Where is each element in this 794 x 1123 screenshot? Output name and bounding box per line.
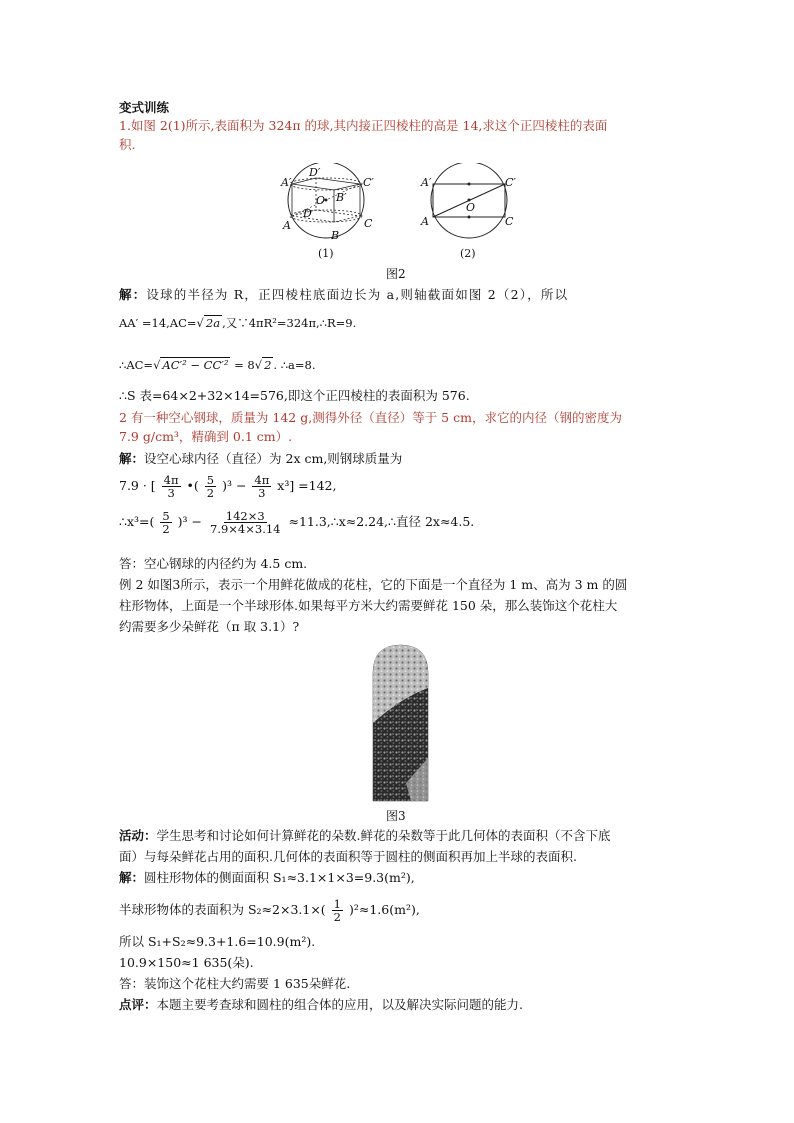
frac-den: 2 <box>162 522 170 537</box>
sol2-mid2: )³ − <box>222 478 247 494</box>
sol2-mid3: )³ − <box>177 514 203 530</box>
activity-line-2: 面）与每朵鲜花占用的面积.几何体的表面积等于圆柱的侧面积再加上半球的表面积. <box>119 849 577 864</box>
solution-1-line-1 <box>119 287 568 302</box>
sol1-line3-a: ∴AC= <box>119 358 154 372</box>
sol1-sqrt-diff: AC′² − CC′² <box>162 358 229 372</box>
sol3-l2-pre: 半球形物体的表面积为 S₂≈2×3.1×( <box>119 902 326 918</box>
activity-text-1: 学生思考和讨论如何计算鲜花的朵数.鲜花的朵数等于此几何体的表面积（不含下底 <box>156 828 611 843</box>
fig2-label-o-right: O <box>466 201 476 214</box>
solution-2-text-1: 设空心球内径（直径）为 2x cm,则钢球质量为 <box>144 451 403 466</box>
comment-text: 本题主要考查球和圆柱的组合体的应用，以及解决实际问题的能力. <box>156 997 523 1012</box>
fig2-label-a-right: A <box>421 215 429 228</box>
sol2-l3-post: ≈11.3,∴x≈2.24,∴直径 2x≈4.5. <box>288 514 475 530</box>
sol1-sqrt-2: 2 <box>264 358 272 372</box>
comment-line <box>119 997 523 1012</box>
solution-2-answer: 答：空心钢球的内径约为 4.5 cm. <box>119 556 308 571</box>
solution-2-line-1 <box>119 451 402 466</box>
sol1-line3-b: = 8 <box>230 358 255 372</box>
fig2-sub-caption-1: (1) <box>318 247 334 260</box>
fig2-label-b-left: B <box>331 229 340 242</box>
comment-label: 点评： <box>119 997 157 1012</box>
sol1-line2-b: ,又∵4πR²=324π,∴R=9. <box>222 316 357 330</box>
question-2-line-2: 7.9 g/cm³，精确到 0.1 cm）. <box>119 429 293 444</box>
question-1-line-1: 1.如图 2(1)所示,表面积为 324π 的球,其内接正四棱柱的高是 14,求这个正四棱柱的表面 <box>119 118 608 133</box>
solution-2-line-2 <box>119 474 336 499</box>
question-1-line-2: 积. <box>119 137 136 152</box>
frac-num: 142×3 <box>225 509 265 523</box>
fig2-label-c-right: C <box>505 215 514 228</box>
frac-den: 2 <box>206 486 215 501</box>
fraction-4pi-over-3-b <box>252 474 271 499</box>
solution-1-line-2: AA′ =14,AC=√ 2a ,又∵4πR²=324π,∴R=9. <box>119 316 357 330</box>
figure-3-caption: 图3 <box>386 809 406 823</box>
sol2-l3-pre: ∴x³=( <box>119 514 155 530</box>
fig2-label-b-prime-left: B′ <box>336 191 347 204</box>
sol1-line2-a: AA′ =14,AC= <box>119 316 197 330</box>
fraction-5-over-2-b <box>160 510 171 535</box>
fraction-4pi-over-3-a <box>162 474 181 499</box>
fraction-5-over-2-a <box>205 474 216 499</box>
frac-den: 2 <box>333 910 341 925</box>
fig2-label-d-prime-left: D′ <box>309 166 321 179</box>
sol1-line3-c: . ∴a=8. <box>273 358 316 372</box>
solution-3-line-1 <box>119 870 415 885</box>
sol2-l2-post: x³] =142, <box>277 478 337 494</box>
fig2-label-d-left: D <box>303 207 312 220</box>
frac-num: 5 <box>162 509 170 523</box>
fig2-label-a-prime-left: A′ <box>281 176 292 189</box>
sol1-sqrt-2a: 2a <box>205 316 221 330</box>
fig2-label-a-left: A <box>283 219 291 232</box>
fig2-label-c-prime-right: C′ <box>505 176 516 189</box>
frac-den: 3 <box>167 486 175 501</box>
solution-3-answer: 答：装饰这个花柱大约需要 1 635朵鲜花. <box>119 976 351 991</box>
solution-1-text-1: 设球的半径为 R，正四棱柱底面边长为 a,则轴截面如图 2（2），所以 <box>146 287 569 302</box>
solution-2-label: 解： <box>119 451 145 466</box>
figure-2-caption: 图2 <box>386 267 406 281</box>
frac-den: 7.9×4×3.14 <box>210 522 281 537</box>
solution-3-line-4: 10.9×150≈1 635(朵). <box>119 955 254 970</box>
solution-3-line-3: 所以 S₁+S₂≈9.3+1.6=10.9(m²). <box>119 934 316 949</box>
fig2-label-o-left: O <box>316 194 326 207</box>
fraction-142x3-over-denominator <box>208 510 282 535</box>
fig2-label-c-left: C <box>364 217 373 230</box>
sol3-l2-post: )²≈1.6(m²), <box>348 902 420 918</box>
frac-num: 4π <box>254 473 270 487</box>
fraction-1-over-2 <box>332 898 343 923</box>
frac-num: 5 <box>206 473 215 487</box>
example-2-line-3: 约需要多少朵鲜花（π 取 3.1）? <box>119 619 300 634</box>
fig2-label-c-prime-left: C′ <box>363 176 374 189</box>
figure-2-left-sphere <box>288 163 364 238</box>
solution-3-line-2 <box>119 898 420 923</box>
question-2-line-1: 2 有一种空心钢球，质量为 142 g,测得外径（直径）等于 5 cm，求它的内径（钢的密度为 <box>119 410 622 425</box>
activity-label: 活动： <box>119 828 157 843</box>
example-2-line-1: 例 2 如图3所示，表示一个用鲜花做成的花柱，它的下面是一个直径为 1 m、高为 3 m 的圆 <box>119 577 628 592</box>
frac-num: 4π <box>163 473 179 487</box>
frac-den: 3 <box>258 486 266 501</box>
section-heading: 变式训练 <box>119 100 170 115</box>
flower-column-photo <box>371 643 430 803</box>
solution-1-line-4: ∴S 表=64×2+32×14=576,即这个正四棱柱的表面积为 576. <box>119 388 470 403</box>
solution-1-line-3: ∴AC=√ AC′² − CC′² = 8√ 2 . ∴a=8. <box>119 358 316 372</box>
fig2-sub-caption-2: (2) <box>460 247 476 260</box>
solution-3-label: 解： <box>119 870 145 885</box>
sol2-l2-pre: 7.9 · [ <box>119 478 156 494</box>
fig2-label-a-prime-right: A′ <box>421 176 432 189</box>
solution-3-text-1: 圆柱形物体的侧面面积 S₁≈3.1×1×3=9.3(m²), <box>144 870 415 885</box>
solution-2-line-3 <box>119 510 474 535</box>
solution-1-label: 解： <box>119 287 147 302</box>
sol2-mid1: •( <box>186 478 199 494</box>
activity-line-1 <box>119 828 611 843</box>
frac-num: 1 <box>333 897 341 911</box>
example-2-line-2: 柱形物体，上面是一个半球形体.如果每平方米大约需要鲜花 150 朵，那么装饰这个花柱大 <box>119 598 618 613</box>
